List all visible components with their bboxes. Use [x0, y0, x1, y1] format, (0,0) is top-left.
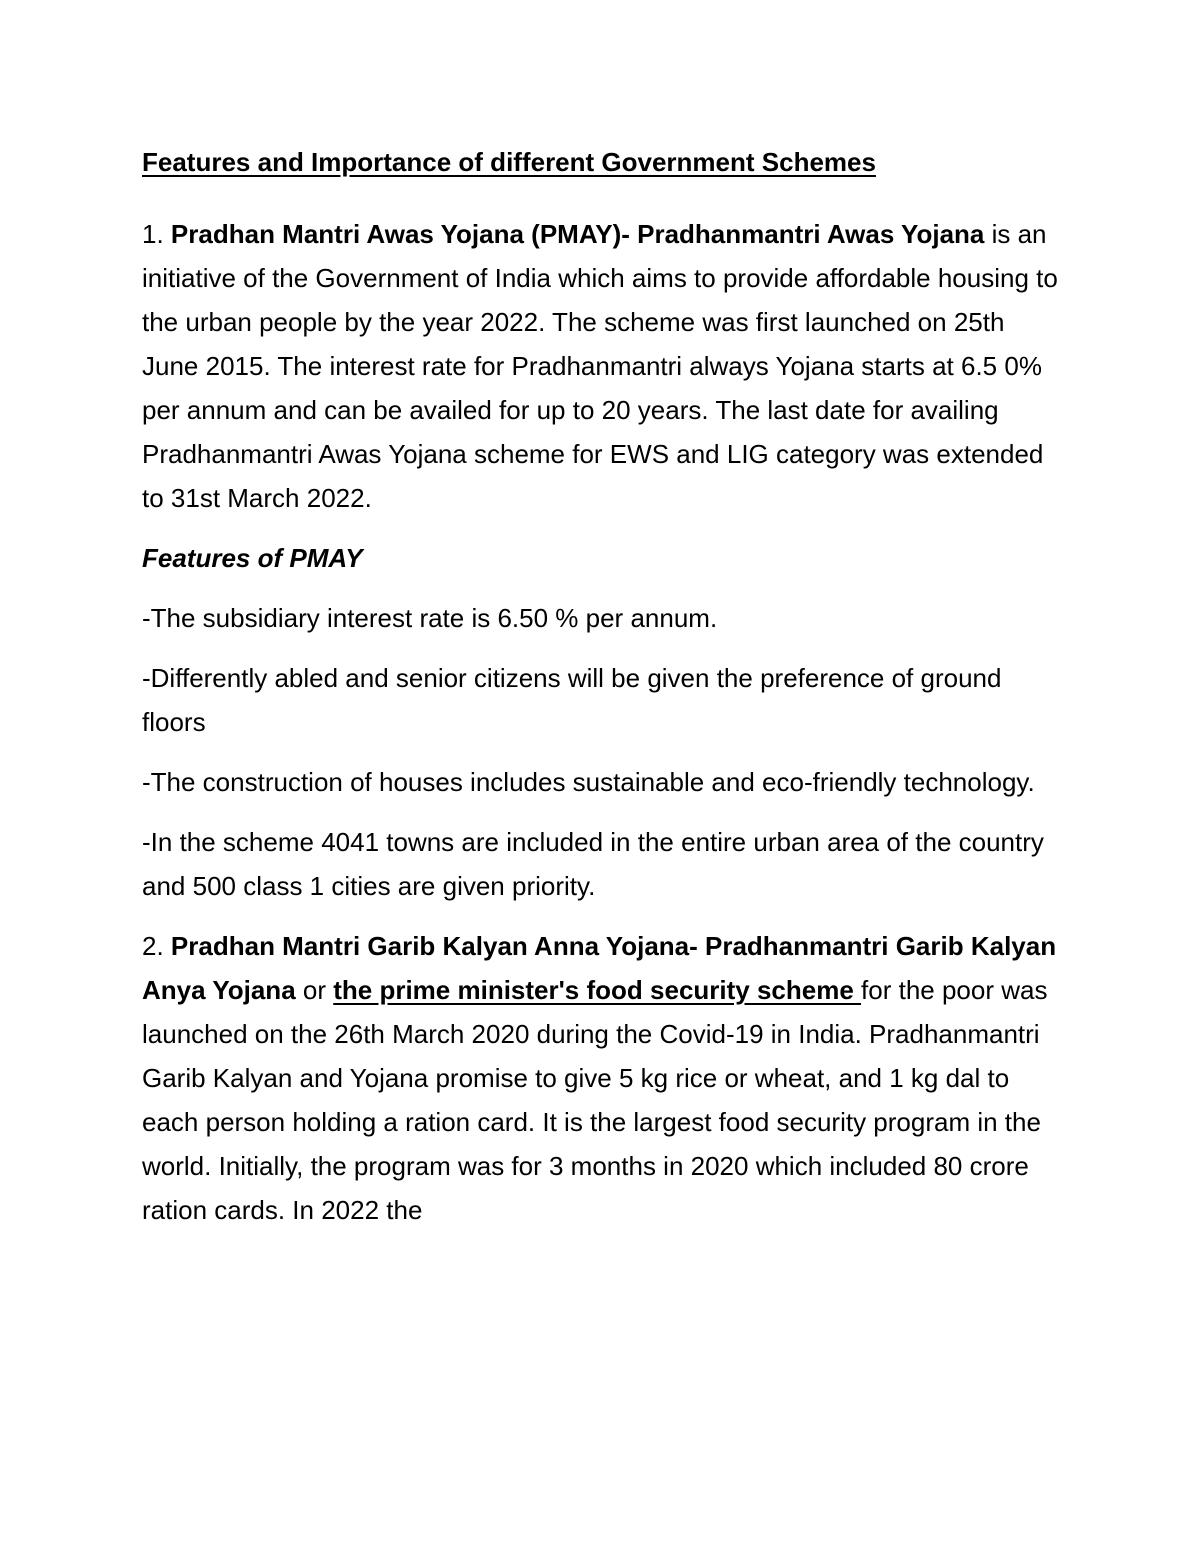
section-1-number: 1.	[142, 219, 171, 249]
section-1-heading: Pradhan Mantri Awas Yojana (PMAY)- Pradhanmantri Awas Yojana	[170, 219, 985, 249]
section-2-number: 2.	[142, 931, 171, 961]
features-heading: Features of PMAY	[142, 543, 363, 573]
section-2-connector: or	[295, 975, 334, 1005]
feature-item: -Differently abled and senior citizens will be given the preference of ground floors	[142, 663, 1002, 737]
document-page	[142, 140, 1062, 1248]
section-2-paragraph	[142, 924, 1062, 1232]
feature-item: -The construction of houses includes sustainable and eco-friendly technology.	[142, 767, 1035, 797]
feature-item: -The subsidiary interest rate is 6.50 % per annum.	[142, 603, 718, 633]
feature-item: -In the scheme 4041 towns are included in the entire urban area of the country and 500 class 1 cities are given priority.	[142, 827, 1044, 901]
document-title: Features and Importance of different Government Schemes	[142, 147, 876, 177]
section-2-underlined-phrase: the prime minister's food security scheme	[333, 975, 862, 1005]
section-2-body: for the poor was launched on the 26th March 2020 during the Covid-19 in India. Pradhanmantri Garib Kalyan and Yojana promise to give 5 kg rice or wheat, and 1 kg dal to each person holding a ration card. It is the largest food security program in the world. Initially, the program was for 3 months in 2020 which included 80 crore ration cards. In 2022 the	[142, 975, 1048, 1225]
section-1-paragraph	[142, 212, 1062, 520]
section-2-heading: Pradhan Mantri Garib Kalyan Anna Yojana- Pradhanmantri Garib Kalyan Anya Yojana	[142, 931, 1057, 1005]
section-1-body: is an initiative of the Government of India which aims to provide affordable housing to the urban people by the year 2022. The scheme was first launched on 25th June 2015. The interest rate for Pradhanmantri always Yojana starts at 6.5 0% per annum and can be availed for up to 20 years. The last date for availing Pradhanmantri Awas Yojana scheme for EWS and LIG category was extended to 31st March 2022.	[142, 219, 1058, 513]
